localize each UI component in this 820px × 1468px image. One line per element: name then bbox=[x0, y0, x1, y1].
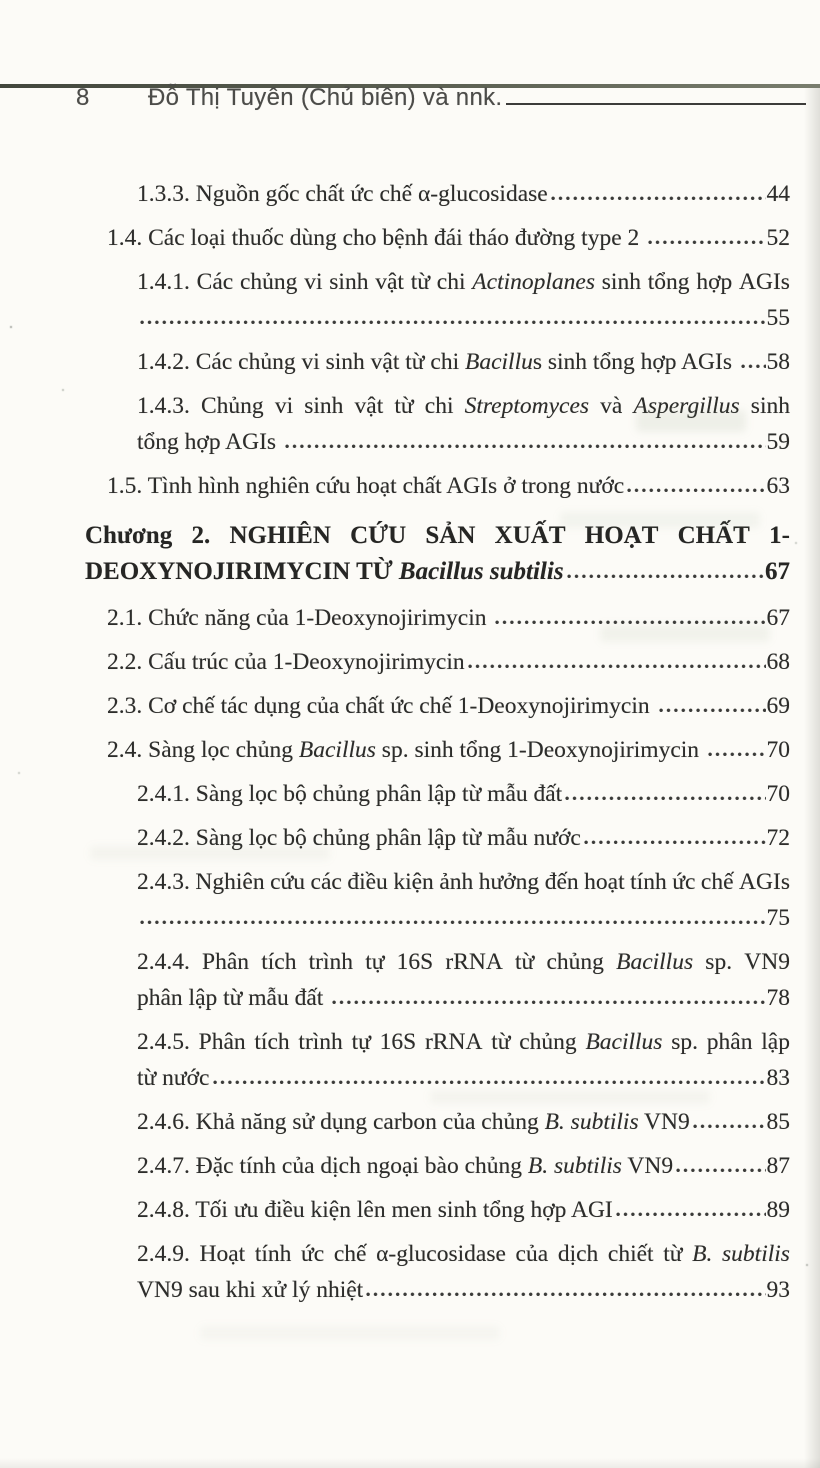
toc-text-segment: VN9 sau khi xử lý nhiệt bbox=[137, 1277, 364, 1303]
toc-word: hợp bbox=[696, 269, 733, 295]
toc-text-segment: 1.4.2. Các chủng vi sinh vật từ chi bbox=[137, 349, 465, 375]
toc-page-number: 70 bbox=[766, 781, 790, 807]
toc-word: Streptomyces bbox=[464, 393, 590, 419]
toc-word: 1- bbox=[769, 522, 790, 549]
toc-word: HOẠT bbox=[584, 522, 659, 549]
toc-word: α-glucosidase bbox=[376, 1241, 506, 1267]
dot-leader bbox=[616, 1212, 766, 1217]
toc-line bbox=[107, 644, 790, 680]
toc-page-number: 72 bbox=[766, 825, 790, 851]
toc-word: Các bbox=[196, 269, 234, 295]
toc-text-italic: B. subtilis bbox=[527, 1153, 622, 1179]
dot-leader bbox=[285, 444, 766, 449]
toc-text-segment: 2.4.1. Sàng lọc bộ chủng phân lập từ mẫu đất bbox=[137, 781, 563, 807]
toc-entry bbox=[85, 344, 790, 380]
dot-leader bbox=[140, 320, 766, 325]
toc-word: Actinoplanes bbox=[472, 269, 595, 295]
toc-page-number: 75 bbox=[766, 905, 790, 931]
toc-word: 1.4.3. bbox=[137, 393, 190, 419]
toc-word: trình bbox=[308, 949, 354, 975]
toc-entry bbox=[85, 1236, 790, 1308]
toc-entry bbox=[85, 776, 790, 812]
toc-word: sinh bbox=[329, 269, 369, 295]
toc-text-segment: 2.4. Sàng lọc chủng bbox=[107, 737, 299, 763]
toc-word: AGIs bbox=[739, 869, 790, 895]
dot-leader bbox=[584, 840, 766, 845]
toc-word: 2.4.4. bbox=[137, 949, 190, 975]
toc-word: sinh bbox=[304, 393, 344, 419]
toc-page-number: 44 bbox=[766, 181, 790, 207]
toc-word: hoạt bbox=[584, 869, 625, 895]
toc-page-number: 83 bbox=[766, 1065, 790, 1091]
toc-page-number: 93 bbox=[766, 1277, 790, 1303]
toc-word: ức bbox=[672, 869, 696, 895]
toc-line bbox=[137, 1060, 790, 1096]
toc-word: 2. bbox=[191, 522, 211, 549]
dot-leader bbox=[693, 1124, 766, 1129]
toc-text bbox=[107, 732, 705, 768]
toc-page-number: 52 bbox=[766, 225, 790, 251]
toc-page-number: 67 bbox=[765, 558, 790, 585]
toc-line bbox=[137, 344, 790, 380]
toc-word: của bbox=[515, 1241, 549, 1267]
toc-text bbox=[137, 980, 329, 1016]
toc-text bbox=[107, 220, 645, 256]
dot-leader bbox=[140, 920, 766, 925]
toc-word: Chương bbox=[85, 522, 173, 549]
toc-word: chi bbox=[424, 393, 454, 419]
dot-leader bbox=[565, 796, 765, 801]
toc-word: Phân bbox=[202, 949, 250, 975]
toc-entry bbox=[85, 732, 790, 768]
toc-word: 16S bbox=[379, 1029, 417, 1055]
toc-text bbox=[107, 600, 492, 636]
running-header bbox=[76, 84, 806, 112]
toc-word: điều bbox=[347, 869, 388, 895]
toc-entry bbox=[85, 220, 790, 256]
toc-word: Chủng bbox=[201, 393, 264, 419]
dot-leader bbox=[332, 1000, 765, 1005]
toc-text-italic: Bacillus bbox=[298, 737, 376, 763]
toc-word: ảnh bbox=[439, 869, 474, 895]
toc-line bbox=[137, 776, 790, 812]
toc-page-number: 67 bbox=[766, 605, 790, 631]
toc-line bbox=[107, 688, 790, 724]
toc-text-segment: 2.2. Cấu trúc của 1-Deoxynojirimycin bbox=[107, 649, 465, 675]
toc-text-segment: VN9 bbox=[621, 1153, 674, 1179]
toc-text-segment: sp. sinh tổng 1-Deoxynojirimycin bbox=[375, 737, 705, 763]
toc-word: Bacillus bbox=[616, 949, 694, 975]
toc-entry bbox=[85, 1024, 790, 1096]
toc-text-segment: tổng hợp AGIs bbox=[137, 429, 282, 455]
toc-page-number: 63 bbox=[766, 473, 790, 499]
toc-word: tổng bbox=[647, 269, 690, 295]
toc-text bbox=[85, 554, 564, 590]
toc-line bbox=[85, 518, 790, 554]
toc-word: Hoạt bbox=[199, 1241, 246, 1267]
toc-text-segment: 1.5. Tình hình nghiên cứu hoạt chất AGIs ở trong nước bbox=[107, 473, 625, 499]
toc-word: B. bbox=[692, 1241, 713, 1267]
toc-word: vật bbox=[354, 393, 384, 419]
scan-right-shade bbox=[804, 84, 820, 1468]
toc-page-number: 87 bbox=[766, 1153, 790, 1179]
toc-line bbox=[137, 900, 790, 936]
toc-word: NGHIÊN bbox=[229, 522, 331, 549]
toc-word: cứu bbox=[270, 869, 306, 895]
toc-text-segment: 2.4.6. Khả năng sử dụng carbon của chủng bbox=[137, 1109, 545, 1135]
toc-word: 2.4.3. bbox=[137, 869, 190, 895]
toc-word: SẢN bbox=[425, 522, 476, 549]
toc-word: ức bbox=[301, 1241, 325, 1267]
toc-word: tự bbox=[365, 949, 385, 975]
toc-word: các bbox=[310, 869, 342, 895]
toc-text bbox=[107, 688, 656, 724]
toc-line bbox=[137, 1148, 790, 1184]
toc-line bbox=[137, 300, 790, 336]
header-running-title: Đỗ Thị Tuyên (Chủ biên) và nnk. bbox=[148, 84, 503, 111]
toc-text bbox=[137, 1060, 210, 1096]
toc-page-number: 55 bbox=[766, 305, 790, 331]
toc-word: 16S bbox=[396, 949, 434, 975]
toc-entry bbox=[85, 600, 790, 636]
toc-word: từ bbox=[491, 1029, 511, 1055]
toc-line bbox=[137, 864, 790, 900]
toc-page-number: 70 bbox=[766, 737, 790, 763]
toc-page-number: 59 bbox=[766, 429, 790, 455]
toc-text-segment: DEOXYNOJIRIMYCIN TỪ bbox=[85, 558, 399, 585]
toc-word: từ bbox=[663, 1241, 683, 1267]
toc-text-italic: Bacillu bbox=[464, 349, 533, 375]
scan-bleed-artifact bbox=[200, 1326, 500, 1340]
dot-leader bbox=[708, 752, 766, 757]
toc-line bbox=[137, 1024, 790, 1060]
toc-word: chủng bbox=[546, 949, 604, 975]
toc-word: Phân bbox=[198, 1029, 246, 1055]
toc-word: tự bbox=[351, 1029, 371, 1055]
toc-line bbox=[137, 176, 790, 212]
toc-word: CỨU bbox=[350, 522, 407, 549]
toc-text-segment: VN9 bbox=[638, 1109, 690, 1135]
toc-word: Bacillus bbox=[585, 1029, 663, 1055]
header-page-number: 8 bbox=[76, 84, 90, 111]
toc-entry bbox=[85, 264, 790, 336]
toc-line bbox=[137, 1104, 790, 1140]
toc-text-segment: 2.1. Chức năng của 1-Deoxynojirimycin bbox=[107, 605, 493, 631]
toc-line bbox=[137, 264, 790, 300]
toc-text-segment: 2.3. Cơ chế tác dụng của chất ức chế 1-Deoxynojirimycin bbox=[107, 693, 656, 719]
toc-word: Aspergillus bbox=[633, 393, 740, 419]
toc-word: rRNA bbox=[445, 949, 503, 975]
toc-entry bbox=[85, 944, 790, 1016]
toc-word: chiết bbox=[607, 1241, 654, 1267]
toc-chapter-entry bbox=[85, 518, 790, 590]
toc-word: AGIs bbox=[739, 269, 790, 295]
toc-word: VN9 bbox=[744, 949, 790, 975]
toc-line bbox=[137, 1192, 790, 1228]
toc-word: tích bbox=[254, 1029, 290, 1055]
dot-leader bbox=[551, 196, 766, 201]
toc-word: 1.4.1. bbox=[137, 269, 190, 295]
toc-word: dịch bbox=[557, 1241, 599, 1267]
toc-word: từ bbox=[410, 269, 431, 295]
toc-word: từ bbox=[515, 949, 535, 975]
toc-line bbox=[137, 820, 790, 856]
toc-word: chế bbox=[700, 869, 734, 895]
toc-word: chủng bbox=[519, 1029, 577, 1055]
dot-leader bbox=[366, 1292, 765, 1297]
toc-line bbox=[137, 944, 790, 980]
toc-entry bbox=[85, 1104, 790, 1140]
toc-word: chế bbox=[333, 1241, 367, 1267]
toc-word: hưởng bbox=[478, 869, 540, 895]
toc-line bbox=[137, 1236, 790, 1272]
toc-word: chi bbox=[436, 269, 466, 295]
toc-word: sp. bbox=[671, 1029, 699, 1055]
toc bbox=[85, 176, 790, 1308]
toc-line bbox=[137, 980, 790, 1016]
toc-line bbox=[107, 600, 790, 636]
toc-text bbox=[137, 776, 562, 812]
toc-page-number: 78 bbox=[766, 985, 790, 1011]
toc-entry bbox=[85, 176, 790, 212]
toc-line bbox=[137, 388, 790, 424]
toc-line bbox=[137, 1272, 790, 1308]
toc-text-italic: B. subtilis bbox=[544, 1109, 639, 1135]
toc-text-segment: 1.4. Các loại thuốc dùng cho bệnh đái tháo đường type 2 bbox=[107, 225, 646, 251]
toc-entry bbox=[85, 644, 790, 680]
toc-word: tính bbox=[630, 869, 667, 895]
toc-text-segment: s sinh tổng hợp AGIs bbox=[532, 349, 738, 375]
toc-word: CHẤT bbox=[677, 522, 750, 549]
toc-page-number: 68 bbox=[766, 649, 790, 675]
dot-leader bbox=[648, 240, 765, 245]
toc-text bbox=[137, 176, 548, 212]
toc-word: XUẤT bbox=[494, 522, 566, 549]
toc-text-italic: Bacillus subtilis bbox=[398, 558, 564, 585]
toc-page-number: 69 bbox=[766, 693, 790, 719]
toc-entry bbox=[85, 388, 790, 460]
dot-leader bbox=[468, 664, 766, 669]
toc-line bbox=[107, 468, 790, 504]
toc-text bbox=[137, 1104, 690, 1140]
toc-word: và bbox=[600, 393, 623, 419]
toc-text bbox=[107, 468, 624, 504]
dot-leader bbox=[741, 364, 766, 369]
toc-text-segment: phân lập từ mẫu đất bbox=[137, 985, 330, 1011]
header-rule bbox=[506, 100, 806, 105]
toc-word: sp. bbox=[705, 949, 733, 975]
dot-leader bbox=[567, 574, 764, 579]
toc-text bbox=[107, 644, 465, 680]
toc-line bbox=[85, 554, 790, 590]
toc-text bbox=[137, 344, 738, 380]
scan-specks bbox=[0, 84, 2, 86]
toc-entry bbox=[85, 864, 790, 936]
toc-text-segment: 1.3.3. Nguồn gốc chất ức chế α-glucosidase bbox=[137, 181, 548, 207]
toc-text-segment: 2.4.2. Sàng lọc bộ chủng phân lập từ mẫu nước bbox=[137, 825, 581, 851]
toc-word: đến bbox=[544, 869, 579, 895]
dot-leader bbox=[627, 488, 765, 493]
toc-text bbox=[137, 1272, 363, 1308]
toc-entry bbox=[85, 688, 790, 724]
toc-word: tích bbox=[261, 949, 297, 975]
toc-text-segment: 2.4.7. Đặc tính của dịch ngoại bào chủng bbox=[137, 1153, 528, 1179]
toc-word: kiện bbox=[393, 869, 434, 895]
toc-word: sinh bbox=[601, 269, 641, 295]
toc-word: 2.4.5. bbox=[137, 1029, 190, 1055]
toc-word: subtilis bbox=[722, 1241, 790, 1267]
toc-word: chủng bbox=[239, 269, 298, 295]
toc-entry bbox=[85, 468, 790, 504]
dot-leader bbox=[676, 1168, 765, 1173]
toc-page-number: 85 bbox=[766, 1109, 790, 1135]
toc-line bbox=[107, 220, 790, 256]
toc-word: vi bbox=[304, 269, 323, 295]
toc-word: từ bbox=[394, 393, 414, 419]
toc-word: rRNA bbox=[424, 1029, 483, 1055]
toc-text-segment: 2.4.8. Tối ưu điều kiện lên men sinh tổng hợp AGI bbox=[137, 1197, 613, 1223]
toc-word: vi bbox=[274, 393, 294, 419]
toc-entry bbox=[85, 1148, 790, 1184]
toc-word: trình bbox=[298, 1029, 343, 1055]
toc-text bbox=[137, 820, 581, 856]
toc-word: 2.4.9. bbox=[137, 1241, 190, 1267]
toc-line bbox=[137, 424, 790, 460]
toc-word: tính bbox=[254, 1241, 292, 1267]
toc-page-number: 89 bbox=[766, 1197, 790, 1223]
toc-page-number: 58 bbox=[766, 349, 790, 375]
dot-leader bbox=[659, 708, 766, 713]
toc-text bbox=[137, 1192, 613, 1228]
toc-entry bbox=[85, 1192, 790, 1228]
toc-word: phân bbox=[706, 1029, 753, 1055]
toc-text-segment: từ nước bbox=[137, 1065, 210, 1091]
scan-bottom-shade bbox=[0, 1458, 820, 1468]
toc-entry bbox=[85, 820, 790, 856]
dot-leader bbox=[213, 1080, 766, 1085]
toc-word: Nghiên bbox=[195, 869, 265, 895]
toc-text bbox=[137, 424, 282, 460]
toc-word: sinh bbox=[750, 393, 790, 419]
toc-word: lập bbox=[761, 1029, 790, 1055]
dot-leader bbox=[495, 620, 765, 625]
toc-line bbox=[107, 732, 790, 768]
toc-text bbox=[137, 1148, 673, 1184]
scanned-book-page bbox=[0, 84, 820, 1468]
toc-word: vật bbox=[375, 269, 404, 295]
